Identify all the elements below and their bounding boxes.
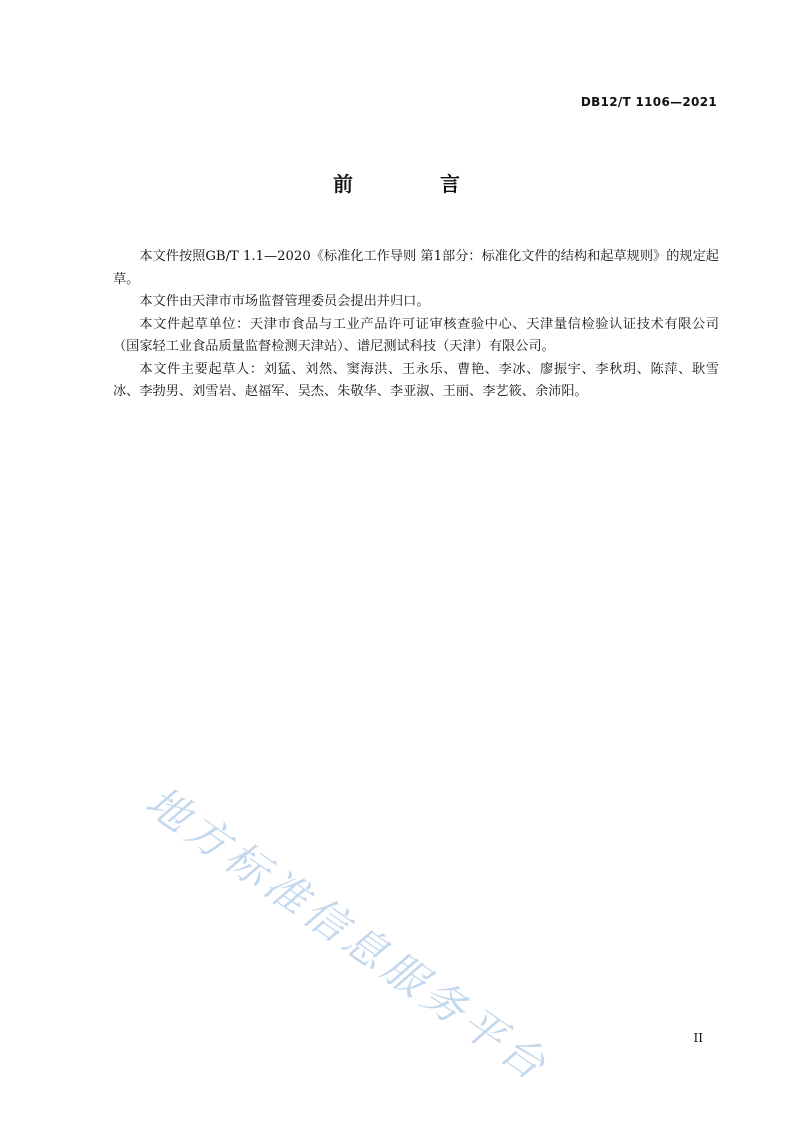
page-title: 前 言 bbox=[333, 172, 500, 196]
paragraph-proposer: 本文件由天津市市场监督管理委员会提出并归口。 bbox=[139, 294, 430, 309]
document-code: DB12/T 1106—2021 bbox=[580, 95, 717, 109]
paragraph-drafting-rules: 本文件按照GB/T 1.1—2020《标准化工作导则 第1部分：标准化文件的结构和起草规则》的规定起草。 bbox=[113, 249, 719, 287]
page-number: II bbox=[693, 1031, 703, 1045]
paragraph-drafters: 本文件主要起草人：刘猛、刘然、窦海洪、王永乐、曹艳、李冰、廖振宇、李秋玥、陈萍、耿雪冰、李勃男、刘雪岩、赵福军、吴杰、朱敬华、李亚淑、王丽、李艺筱、余沛阳。 bbox=[113, 361, 719, 399]
foreword-body bbox=[113, 246, 719, 404]
paragraph-drafting-units: 本文件起草单位：天津市食品与工业产品许可证审核查验中心、天津量信检验认证技术有限公司（国家轻工业食品质量监督检测天津站）、谱尼测试科技（天津）有限公司。 bbox=[113, 316, 719, 354]
watermark: 地方标准信息服务平台 bbox=[137, 776, 559, 1093]
